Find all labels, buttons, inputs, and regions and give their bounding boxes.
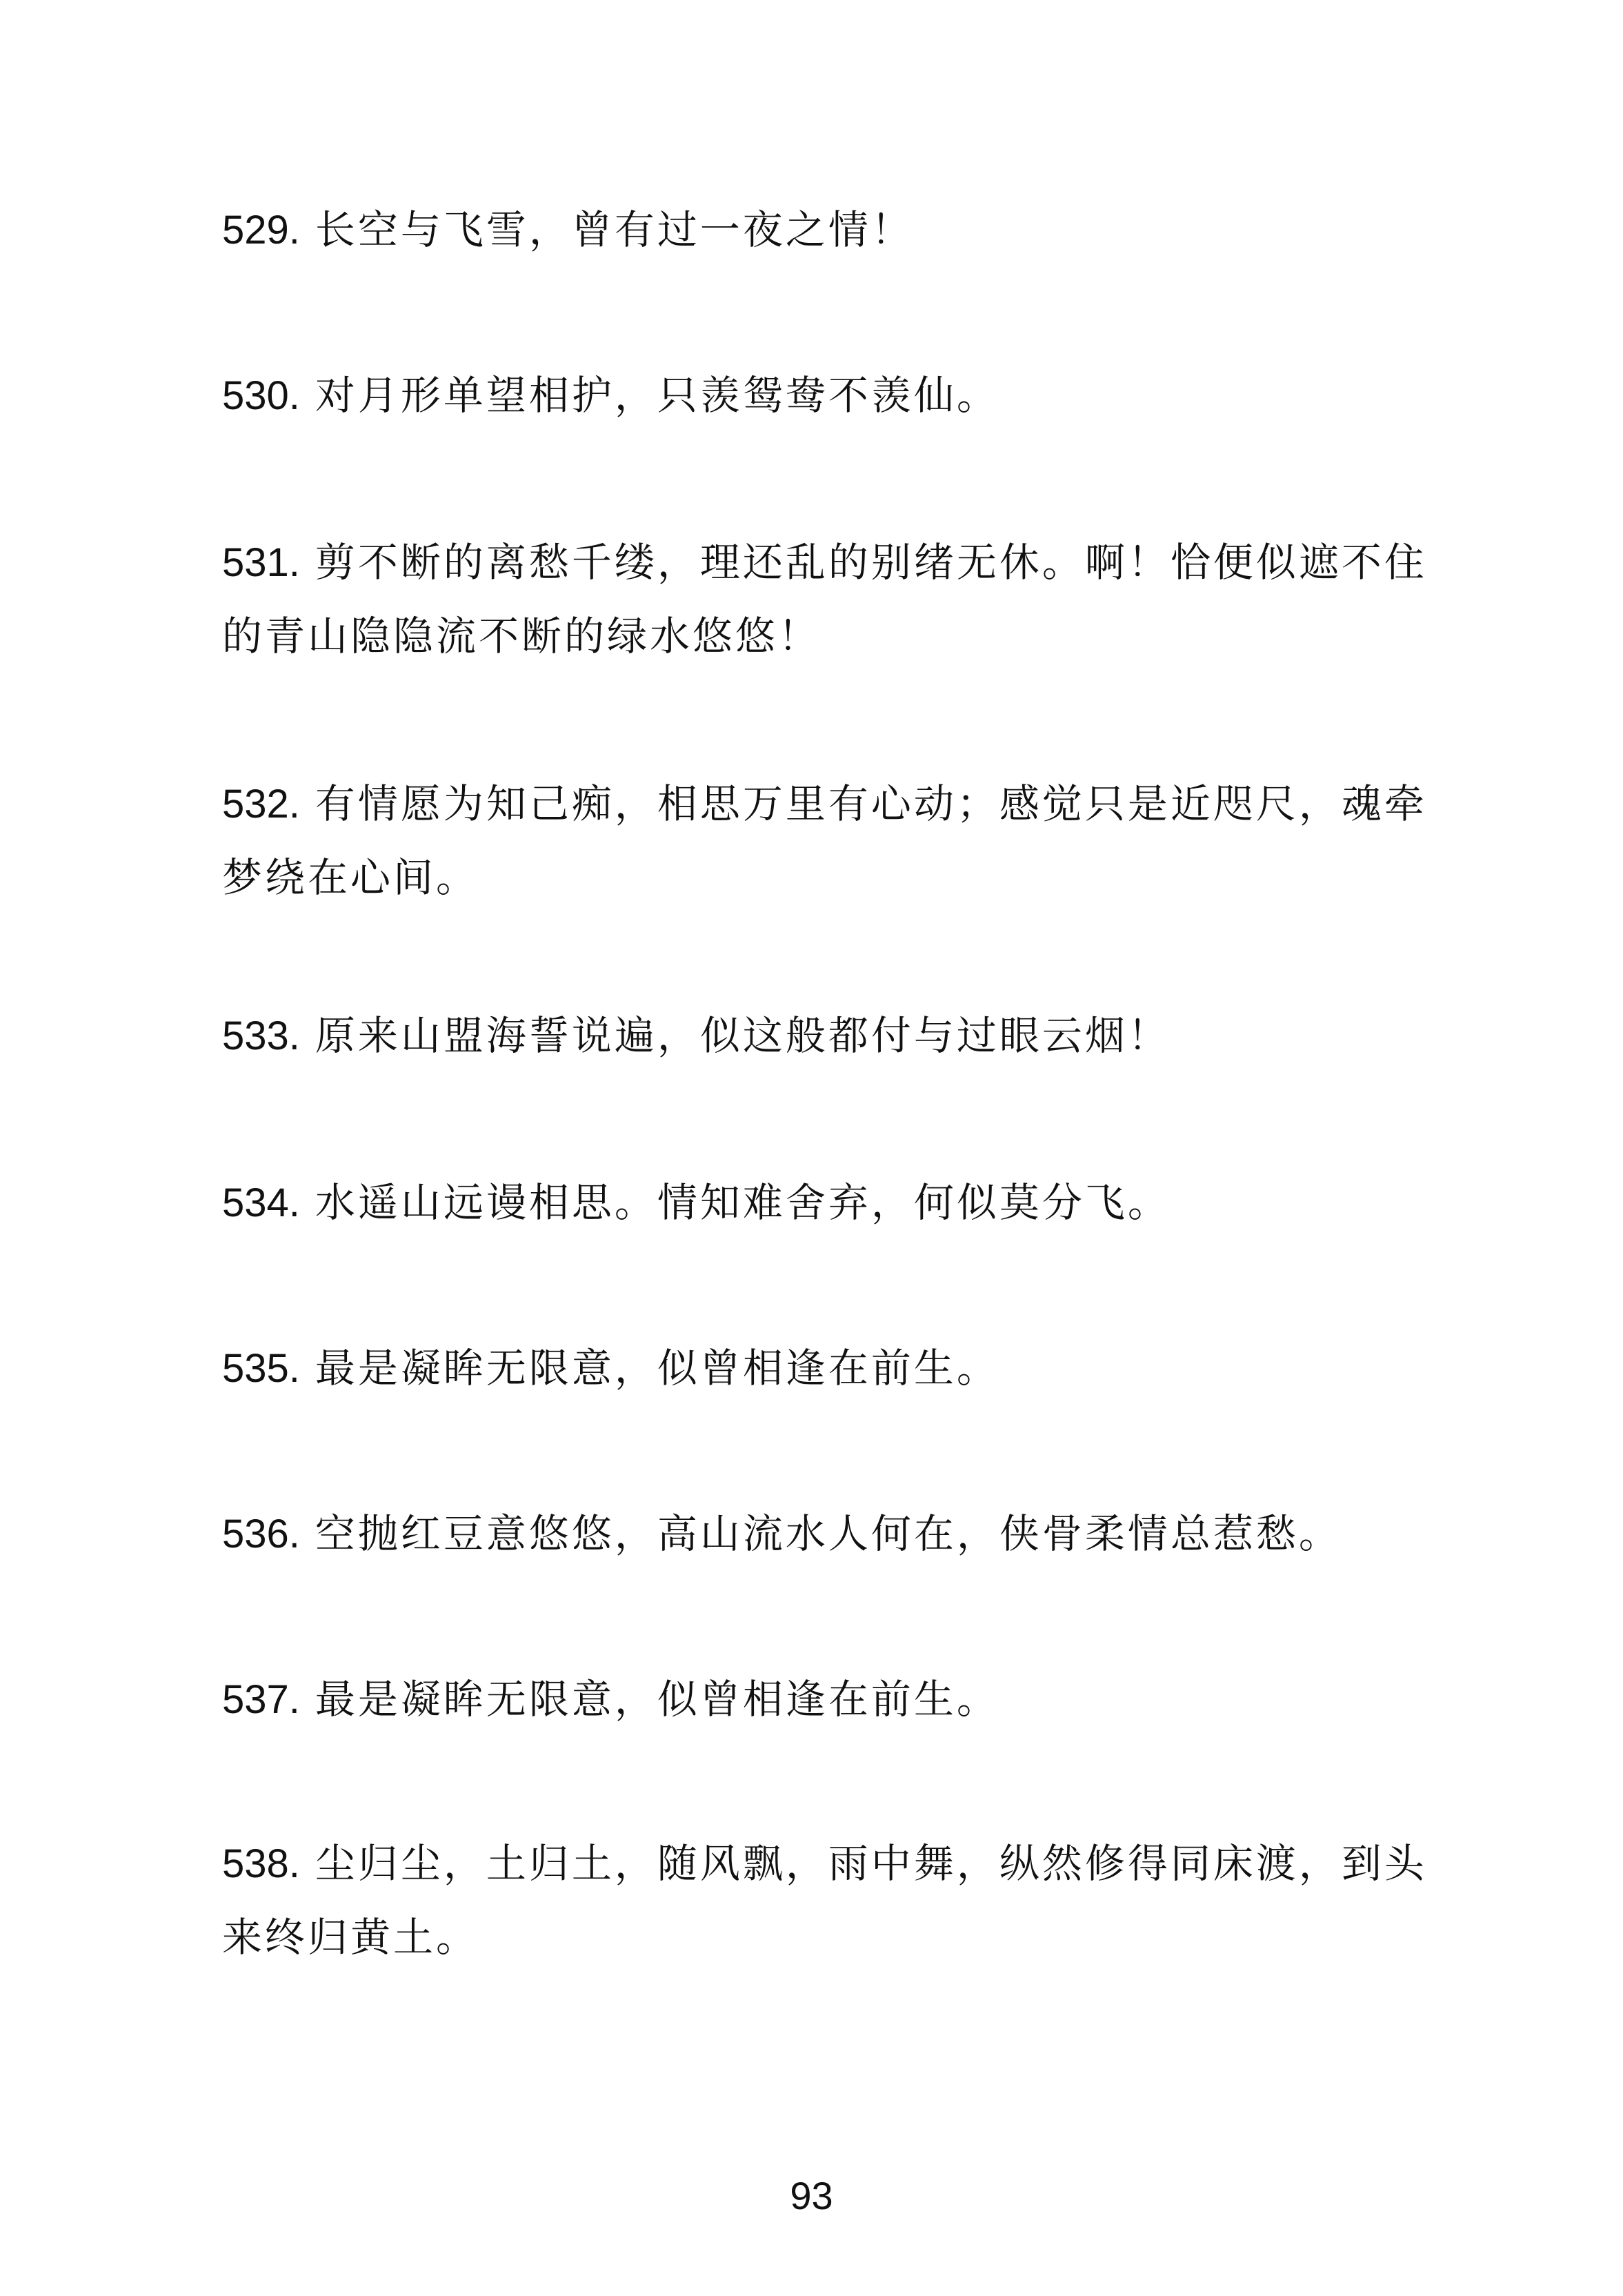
entry-532 (222, 767, 1450, 914)
entry-number: 530. (222, 373, 300, 418)
entry-number: 534. (222, 1180, 300, 1225)
entry-text: 有情愿为知己痴，相思万里有心动；感觉只是近咫尺，魂牵梦绕在心间。 (222, 780, 1427, 901)
entry-535 (222, 1332, 1450, 1405)
page-number: 93 (790, 2174, 833, 2217)
entry-text: 对月形单望相护，只羡鸳鸯不羡仙。 (315, 372, 999, 419)
entry-number: 536. (222, 1512, 300, 1556)
entry-533 (222, 999, 1450, 1073)
entry-text: 水遥山远谩相思。情知难舍弃，何似莫分飞。 (315, 1179, 1171, 1226)
entry-number: 535. (222, 1346, 300, 1391)
entry-text: 尘归尘，土归土，随风飘，雨中舞，纵然修得同床渡，到头来终归黄土。 (222, 1840, 1427, 1961)
entry-text: 最是凝眸无限意，似曾相逢在前生。 (315, 1345, 999, 1392)
entry-text: 原来山盟海誓说遍，似这般都付与过眼云烟！ (315, 1012, 1171, 1059)
entry-number: 538. (222, 1841, 300, 1886)
entry-number: 531. (222, 540, 300, 585)
entry-text: 空抛红豆意悠悠，高山流水人何在，侠骨柔情总惹愁。 (315, 1510, 1342, 1557)
entry-number: 532. (222, 782, 300, 827)
entry-538 (222, 1827, 1450, 1974)
entry-534 (222, 1166, 1450, 1240)
entry-531 (222, 526, 1450, 673)
entry-536 (222, 1497, 1450, 1571)
entry-529 (222, 193, 1450, 267)
entry-number: 537. (222, 1677, 300, 1722)
entry-text: 长空与飞雪，曾有过一夜之情！ (315, 206, 914, 253)
entry-number: 533. (222, 1013, 300, 1058)
entry-number: 529. (222, 208, 300, 253)
entry-530 (222, 359, 1450, 433)
entry-text: 最是凝眸无限意，似曾相逢在前生。 (315, 1676, 999, 1723)
entry-537 (222, 1663, 1450, 1736)
entry-text: 剪不断的离愁千缕，理还乱的别绪无休。啊！恰便似遮不住的青山隐隐流不断的绿水悠悠！ (222, 539, 1427, 660)
